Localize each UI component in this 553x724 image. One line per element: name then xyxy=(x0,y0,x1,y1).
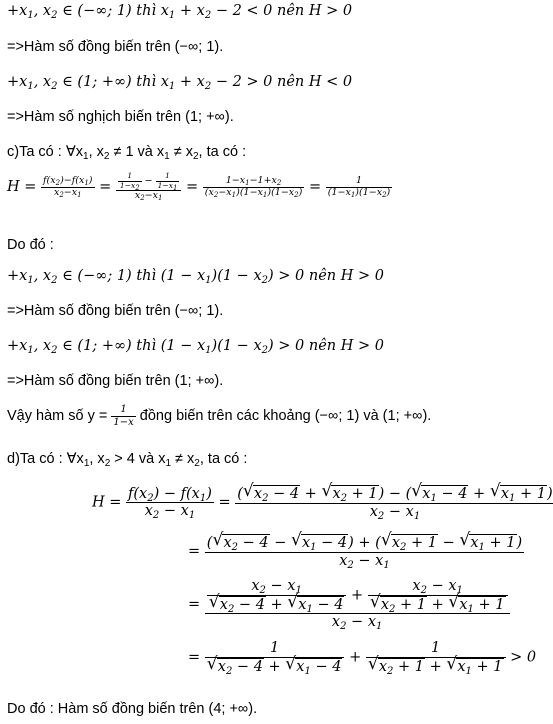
formula-H-part-d-1: H = $\frac{f(x_2) - f(x_1)}{x_2 - x_1}$ = $\frac{(√ x_2 - 4 + √ x_2 + 1) - (√ x_1 - 4 + √ x_1 + 1)}{x_2 - x_1}$ xyxy=(92,485,553,520)
formula-H-part-d-3: = $x_2 - x_1$ √ $x_2 - 4$ + √ $x_1 - 4$ + $x_2 - x_1$ √ $x_2 + 1$ + √ $x_1 + 1$ $x_2 - x_1$ xyxy=(188,578,510,631)
line-case-3: $+x_1$, $x_2$ ∈ (−∞; 1) thì $(1 - x_1)(1 - x_2) > 0$ nên H > 0 xyxy=(7,268,384,286)
line-case-1: $+x_1$, $x_2$ ∈ (−∞; 1) thì $x_1 + x_2 - 2 < 0$ nên H > 0 xyxy=(7,3,353,21)
line-conclusion-3: =>Hàm số đồng biến trên (−∞; 1). xyxy=(7,303,224,319)
line-case-4: $+x_1$, $x_2$ ∈ (1; +∞) thì $(1 - x_1)(1 - x_2) > 0$ nên H > 0 xyxy=(7,338,384,356)
line-case-2: $+x_1$, $x_2$ ∈ (1; +∞) thì $x_1 + x_2 - 2 > 0$ nên H < 0 xyxy=(7,74,353,92)
line-summary-c: Vậy hàm số y = $\frac{1}{1-x}$ đồng biến trên các khoảng (−∞; 1) và (1; +∞). xyxy=(7,404,432,428)
line-part-d-intro: d)Ta có : $\forall x_1$, $x_2 > 4$ và $x_1 \ne x_2$, ta có : xyxy=(7,451,248,469)
line-conclusion-1: =>Hàm số đồng biến trên (−∞; 1). xyxy=(7,39,224,55)
line-conclusion-4: =>Hàm số đồng biến trên (1; +∞). xyxy=(7,373,224,389)
line-conclusion-2: =>Hàm số nghịch biến trên (1; +∞). xyxy=(7,109,234,125)
line-conclusion-d: Do đó : Hàm số đồng biến trên (4; +∞). xyxy=(7,701,258,717)
line-do-do-1: Do đó : xyxy=(7,237,54,253)
formula-H-part-d-4: = 1 √ $x_2 - 4$ + √ $x_1 - 4$ + 1 √ $x_2 + 1$ + √ $x_1 + 1$ > 0 xyxy=(188,640,536,675)
line-part-c-intro: c)Ta có : $\forall x_1$, $x_2 \ne 1$ và $x_1 \ne x_2$, ta có : xyxy=(7,144,247,162)
formula-H-part-d-2: = $\frac{(√ x_2 - 4 - √ x_1 - 4) + (√ x_2 + 1 - √ x_1 + 1)}{x_2 - x_1}$ xyxy=(188,534,524,569)
formula-H-part-c: H = $\frac{f(x_2)-f(x_1)}{x_2-x_1}$ = $\frac{1}{1-x_2}$ − $\frac{1}{1-x_1}$ $x_2-x_1$ = $\frac{1-x_1-1+x_2}{(x_2-x_1)(1-x_1)(1-x_2)}$ = $\frac{1}{(1-x_1)(1-x_2)}$ xyxy=(7,171,391,203)
